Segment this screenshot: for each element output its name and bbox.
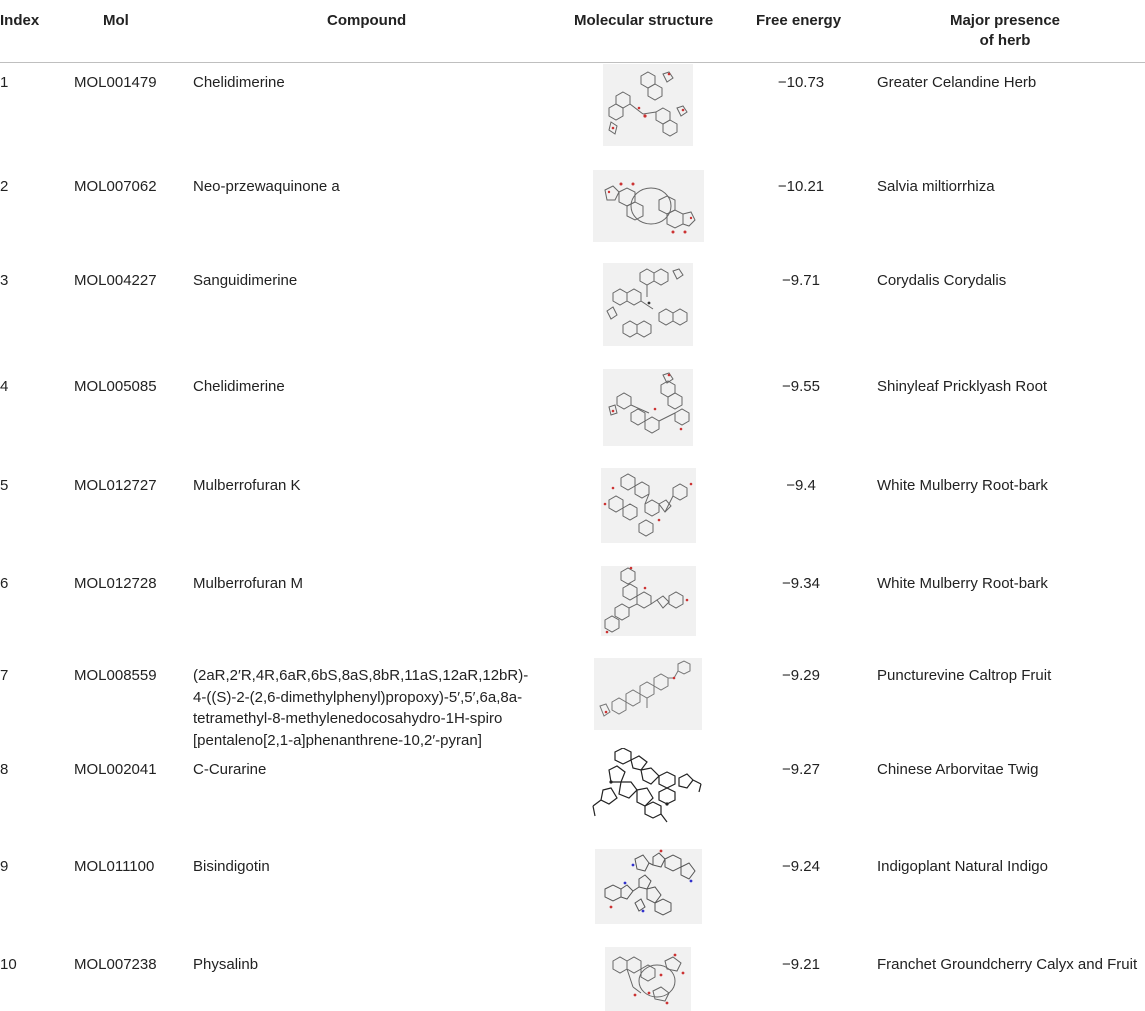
row-herb: Greater Celandine Herb [877, 74, 1037, 91]
row-mol-id: MOL011100 [74, 858, 155, 875]
header-mol: Mol [103, 12, 129, 29]
header-energy: Free energy [756, 12, 842, 29]
row-herb: Chinese Arborvitae Twig [877, 761, 1039, 778]
row-compound: Neo-przewaquinone a [193, 178, 340, 195]
row-mol-id: MOL005085 [74, 378, 157, 395]
row-index: 6 [0, 575, 9, 592]
row-free-energy: −9.55 [782, 378, 820, 395]
row-compound: Mulberrofuran K [193, 477, 301, 494]
row-index: 3 [0, 272, 9, 289]
row-herb: Franchet Groundcherry Calyx and Fruit [877, 956, 1138, 973]
row-mol-id: MOL012728 [74, 575, 157, 592]
chelidimerine-structure-icon [603, 369, 693, 446]
row-compound: Chelidimerine [193, 74, 285, 91]
header-structure: Molecular structure [574, 12, 714, 29]
compound-line: 4-((S)-2-(2,6-dimethylphenyl)propoxy)-5′,5′,6a,8a- [193, 688, 523, 706]
row-herb: Corydalis Corydalis [877, 272, 1007, 289]
row-free-energy: −9.27 [782, 761, 820, 778]
physalinb-structure-icon [605, 947, 691, 1011]
row-mol-id: MOL007238 [74, 956, 157, 973]
row-free-energy: −9.24 [782, 858, 820, 875]
row-herb: White Mulberry Root-bark [877, 575, 1048, 592]
row-herb: White Mulberry Root-bark [877, 477, 1048, 494]
row-herb: Puncturevine Caltrop Fruit [877, 667, 1052, 684]
row-herb: Shinyleaf Pricklyash Root [877, 378, 1048, 395]
row-compound: C-Curarine [193, 761, 267, 778]
header-herb-line1: Major presence [949, 12, 1061, 29]
row-mol-id: MOL007062 [74, 178, 157, 195]
chelidimerine-structure-icon [603, 64, 693, 146]
row-index: 4 [0, 378, 9, 395]
row-free-energy: −10.73 [777, 74, 825, 91]
row-free-energy: −9.4 [786, 477, 816, 494]
row-mol-id: MOL008559 [74, 667, 157, 684]
row-compound: Mulberrofuran M [193, 575, 304, 592]
row-mol-id: MOL001479 [74, 74, 157, 91]
row-index: 7 [0, 667, 9, 684]
mulberrofuran-m-structure-icon [601, 566, 696, 636]
mulberrofuran-k-structure-icon [601, 468, 696, 543]
header-index: Index [0, 12, 40, 29]
compound-line: (2aR,2′R,4R,6aR,6bS,8aS,8bR,11aS,12aR,12bR)- [193, 667, 529, 684]
row-mol-id: MOL004227 [74, 272, 157, 289]
c-curarine-structure-icon [581, 748, 706, 828]
row-free-energy: −9.21 [782, 956, 820, 973]
row-herb: Indigoplant Natural Indigo [877, 858, 1048, 875]
row-free-energy: −10.21 [777, 178, 825, 195]
compound-line: tetramethyl-8-methylenedocosahydro-1H-spiro [193, 710, 503, 727]
sanguidimerine-structure-icon [603, 263, 693, 346]
row-compound: Chelidimerine [193, 378, 285, 395]
row-index: 1 [0, 74, 9, 91]
compound-line: [pentaleno[2,1-a]phenanthrene-10,2′-pyran] [193, 731, 482, 749]
header-compound: Compound [327, 12, 407, 29]
neo-przewaquinone-structure-icon [593, 170, 704, 242]
row-mol-id: MOL012727 [74, 477, 157, 494]
row-free-energy: −9.34 [782, 575, 820, 592]
row-compound: Physalinb [193, 956, 259, 973]
row-index: 2 [0, 178, 9, 195]
spiro-pyran-structure-icon [594, 658, 702, 730]
row-mol-id: MOL002041 [74, 761, 157, 778]
row-index: 10 [0, 956, 17, 973]
row-herb: Salvia miltiorrhiza [877, 178, 995, 195]
row-index: 8 [0, 761, 9, 778]
table-header [0, 0, 1145, 63]
row-compound [193, 665, 553, 751]
bisindigotin-structure-icon [595, 849, 702, 924]
row-free-energy: −9.71 [782, 272, 820, 289]
row-index: 9 [0, 858, 9, 875]
row-index: 5 [0, 477, 9, 494]
header-herb-line2: of herb [979, 32, 1031, 49]
header-herb [940, 11, 1070, 51]
row-compound: Bisindigotin [193, 858, 270, 875]
row-compound: Sanguidimerine [193, 272, 298, 289]
row-free-energy: −9.29 [782, 667, 820, 684]
